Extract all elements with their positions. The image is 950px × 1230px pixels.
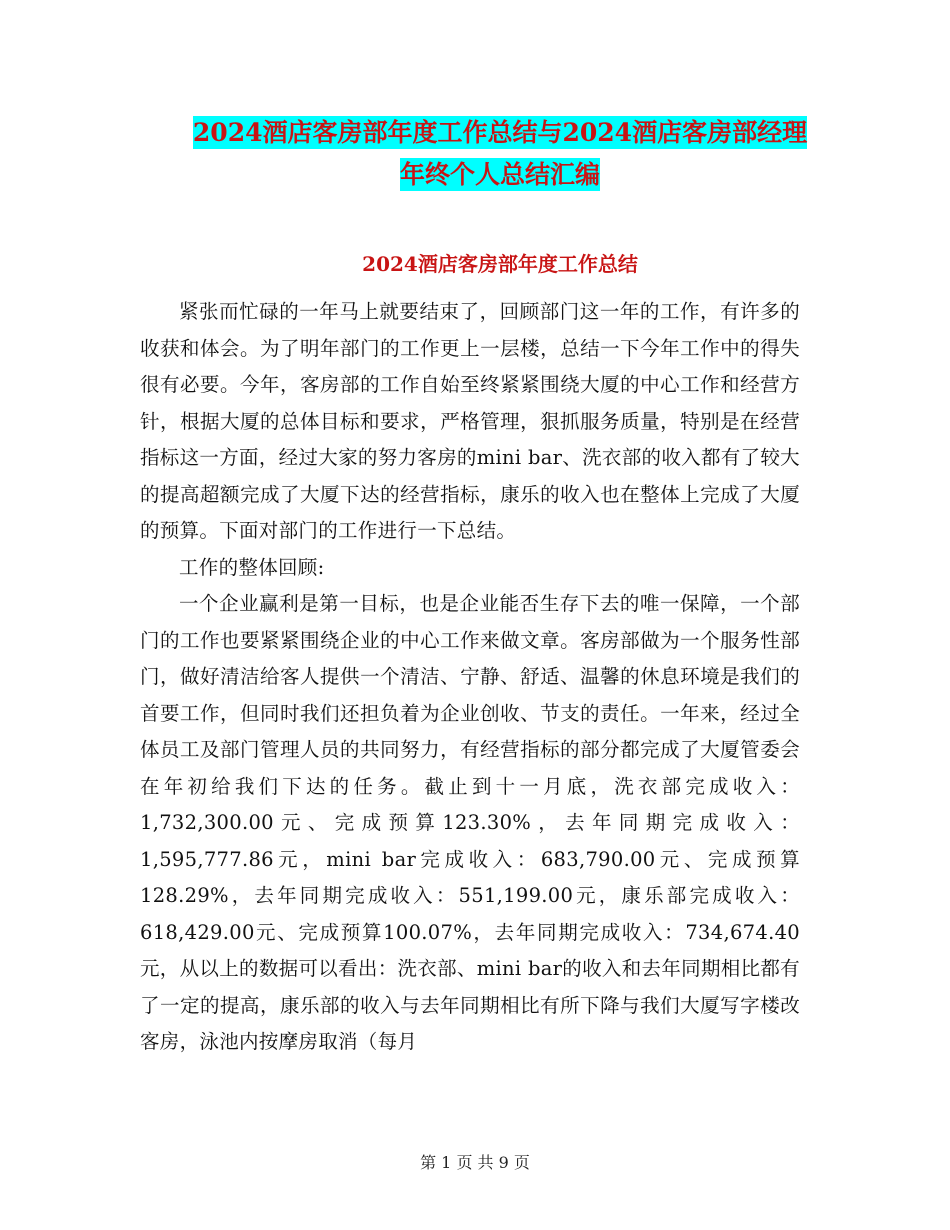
page-footer: 第 1 页 共 9 页	[420, 1153, 530, 1172]
document-title	[140, 112, 860, 196]
paragraph-review-heading: 工作的整体回顾:	[179, 555, 325, 579]
paragraph-intro: 紧张而忙碌的一年马上就要结束了，回顾部门这一年的工作，有许多的收获和体会。为了明年部门的工作更上一层楼，总结一下今年工作中的得失很有必要。今年，客房部的工作自始至终紧紧围绕大厦的中心工作和经营方针，根据大厦的总体目标和要求，严格管理，狠抓服务质量，特别是在经营指标这一方面，经过大家的努力客房的mini bar、洗衣部的收入都有了较大的提高超额完成了大厦下达的经营指标，康乐的收入也在整体上完成了大厦的预算。下面对部门的工作进行一下总结。	[140, 300, 800, 542]
paragraph-review: 一个企业赢利是第一目标，也是企业能否生存下去的唯一保障，一个部门的工作也要紧紧围绕企业的中心工作来做文章。客房部做为一个服务性部门，做好清洁给客人提供一个清洁、宁静、舒适、温馨的休息环境是我们的首要工作，但同时我们还担负着为企业创收、节支的责任。一年来，经过全体员工及部门管理人员的共同努力，有经营指标的部分都完成了大厦管委会在年初给我们下达的任务。截止到十一月底，洗衣部完成收入：1,732,300.00元、完成预算123.30%，去年同期完成收入：1,595,777.86元，mini bar完成收入：683,790.00元、完成预算128.29%，去年同期完成收入：551,199.00元，康乐部完成收入：618,429.00元、完成预算100.07%，去年同期完成收入：734,674.40元，从以上的数据可以看出：洗衣部、mini bar的收入和去年同期相比都有了一定的提高，康乐部的收入与去年同期相比有所下降与我们大厦写字楼改客房，泳池内按摩房取消（每月	[140, 592, 800, 1053]
document-body	[140, 294, 800, 1061]
section-title: 2024酒店客房部年度工作总结	[362, 252, 638, 276]
document-title-line-2: 年终个人总结汇编	[399, 160, 600, 189]
document-title-line-1: 2024酒店客房部年度工作总结与2024酒店客房部经理	[192, 118, 808, 147]
